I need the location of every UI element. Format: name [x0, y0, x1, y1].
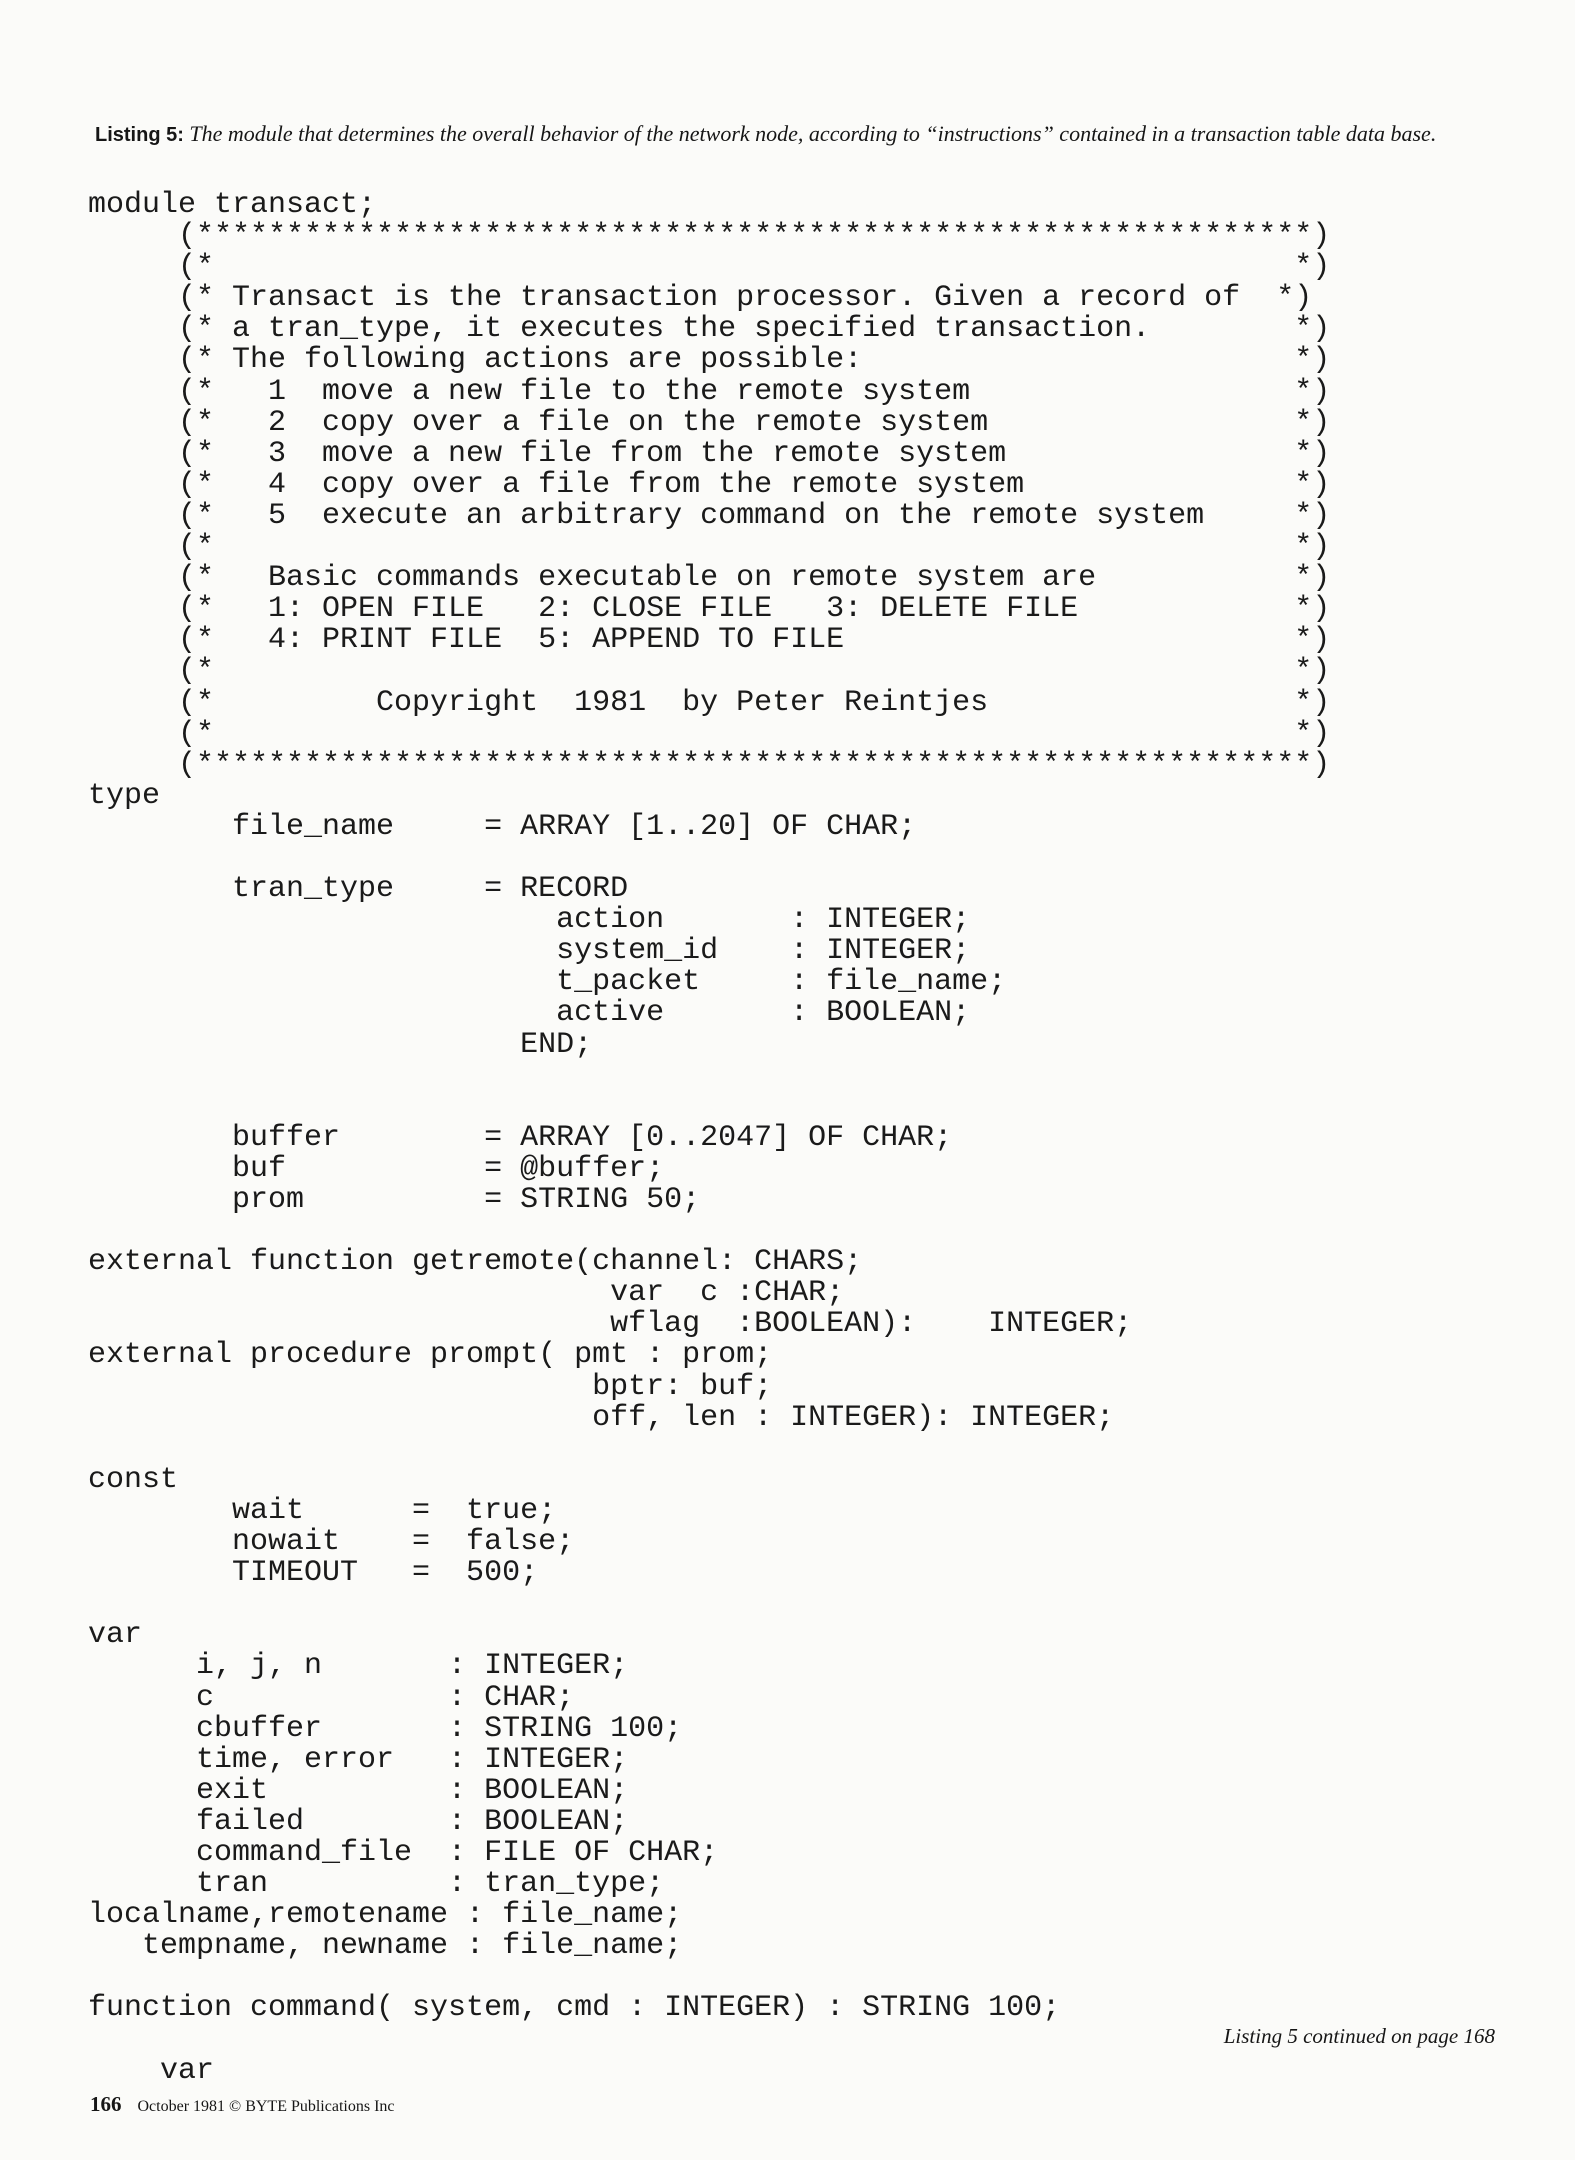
- code-line: active : BOOLEAN;: [88, 996, 971, 1031]
- code-line: (* 1 move a new file to the remote system *): [88, 374, 1331, 409]
- code-line: (* a tran_type, it executes the specified transaction. *): [88, 312, 1331, 347]
- code-line: type: [88, 778, 161, 813]
- code-line: bptr: buf;: [88, 1369, 773, 1404]
- code-line: (* 5 execute an arbitrary command on the remote system *): [88, 498, 1331, 533]
- code-line: (* 2 copy over a file on the remote system *): [88, 405, 1331, 440]
- code-line: (* 3 move a new file from the remote system *): [88, 436, 1331, 471]
- code-line: system_id : INTEGER;: [88, 934, 971, 969]
- code-line: module transact;: [88, 188, 377, 222]
- code-line: buf = @buffer;: [88, 1151, 665, 1186]
- code-line: t_packet : file_name;: [88, 965, 1007, 1000]
- code-line: wait = true;: [88, 1493, 557, 1528]
- code-line: END;: [88, 1027, 593, 1062]
- code-line: [88, 1589, 1508, 1620]
- code-line: cbuffer : STRING 100;: [88, 1711, 683, 1746]
- code-listing: [88, 190, 1508, 2087]
- code-line: (* *): [88, 250, 1331, 285]
- code-line: (* 4: PRINT FILE 5: APPEND TO FILE *): [88, 623, 1331, 658]
- code-line: function command( system, cmd : INTEGER) : STRING 100;: [88, 1991, 1061, 2026]
- code-line: (* *): [88, 654, 1331, 689]
- listing-caption: [95, 118, 1495, 151]
- code-line: (* Copyright 1981 by Peter Reintjes *): [88, 685, 1331, 720]
- page-number: 166: [90, 2092, 122, 2116]
- code-line: (* Transact is the transaction processor. Given a record of *): [88, 281, 1313, 316]
- code-line: [88, 1061, 1508, 1092]
- code-line: command_file : FILE OF CHAR;: [88, 1835, 719, 1870]
- code-line: const: [88, 1462, 179, 1497]
- code-line: localname,remotename : file_name;: [88, 1898, 683, 1933]
- code-line: (* 1: OPEN FILE 2: CLOSE FILE 3: DELETE FILE *): [88, 592, 1331, 627]
- code-line: (* Basic commands executable on remote system are *): [88, 561, 1331, 596]
- code-line: [88, 1962, 1508, 1993]
- code-line: [88, 843, 1508, 874]
- code-line: [88, 1092, 1508, 1123]
- continued-note: Listing 5 continued on page 168: [1223, 2024, 1495, 2048]
- code-line: file_name = ARRAY [1..20] OF CHAR;: [88, 809, 917, 844]
- code-line: external function getremote(channel: CHARS;: [88, 1245, 863, 1280]
- code-line: (**************************************************************): [88, 747, 1331, 782]
- code-line: (* *): [88, 530, 1331, 565]
- code-line: var c :CHAR;: [88, 1276, 845, 1311]
- code-line: tempname, newname : file_name;: [88, 1929, 683, 1964]
- code-line: action : INTEGER;: [88, 903, 971, 938]
- code-line: external procedure prompt( pmt : prom;: [88, 1338, 773, 1373]
- code-line: wflag :BOOLEAN): INTEGER;: [88, 1307, 1133, 1342]
- code-line: var: [88, 1618, 143, 1653]
- code-line: (**************************************************************): [88, 219, 1331, 254]
- code-line: tran : tran_type;: [88, 1867, 665, 1902]
- code-line: buffer = ARRAY [0..2047] OF CHAR;: [88, 1120, 953, 1155]
- code-line: off, len : INTEGER): INTEGER;: [88, 1400, 1115, 1435]
- listing-label: Listing 5:: [95, 124, 184, 146]
- code-line: [88, 1216, 1508, 1247]
- publication-line: October 1981 © BYTE Publications Inc: [137, 2098, 395, 2115]
- code-line: (* 4 copy over a file from the remote system *): [88, 467, 1331, 502]
- code-line: var: [88, 2053, 215, 2088]
- code-line: (* The following actions are possible: *): [88, 343, 1331, 378]
- code-line: i, j, n : INTEGER;: [88, 1649, 629, 1684]
- code-line: failed : BOOLEAN;: [88, 1804, 629, 1839]
- code-line: prom = STRING 50;: [88, 1183, 701, 1217]
- code-line: exit : BOOLEAN;: [88, 1773, 629, 1808]
- code-line: time, error : INTEGER;: [88, 1742, 629, 1777]
- listing-description: The module that determines the overall behavior of the network node, according to “instructions” contained in a transaction table data base.: [189, 121, 1437, 146]
- code-line: TIMEOUT = 500;: [88, 1556, 539, 1591]
- code-line: c : CHAR;: [88, 1680, 575, 1715]
- code-line: [88, 1434, 1508, 1465]
- code-line: tran_type = RECORD: [88, 872, 629, 907]
- page-footer: [90, 2092, 395, 2117]
- code-line: (* *): [88, 716, 1331, 751]
- code-line: nowait = false;: [88, 1525, 575, 1560]
